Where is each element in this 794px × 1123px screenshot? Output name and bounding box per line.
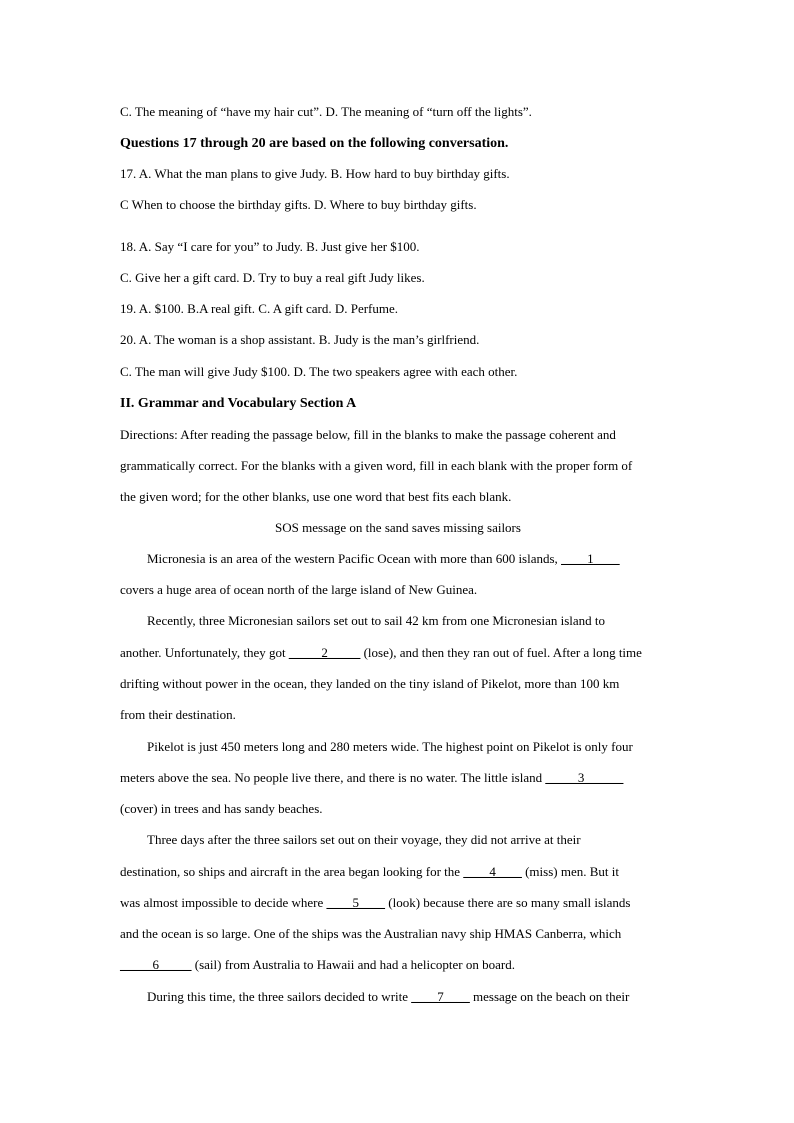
passage-text: was almost impossible to decide where	[120, 895, 327, 910]
q18-options-ab: 18. A. Say “I care for you” to Judy. B. Just give her $100.	[120, 239, 420, 254]
passage-text: (miss) men. But it	[521, 864, 619, 879]
q19-options: 19. A. $100. B.A real gift. C. A gift card. D. Perfume.	[120, 301, 399, 316]
passage-text: another. Unfortunately, they got	[120, 645, 289, 660]
directions-line-1: Directions: After reading the passage below, fill in the blanks to make the passage coherent and	[120, 427, 616, 442]
section-heading-q17-20: Questions 17 through 20 are based on the following conversation.	[120, 136, 509, 151]
q20-options-ab: 20. A. The woman is a shop assistant. B. Judy is the man’s girlfriend.	[120, 332, 480, 347]
passage-line: Pikelot is just 450 meters long and 280 meters wide. The highest point on Pikelot is only four	[147, 739, 633, 754]
directions-line-2: grammatically correct. For the blanks with a given word, fill in each blank with the proper form of	[120, 458, 633, 473]
q17-options-cd: C When to choose the birthday gifts. D. Where to buy birthday gifts.	[120, 197, 477, 212]
passage-text: (look) because there are so many small islands	[385, 895, 631, 910]
passage-line	[147, 989, 703, 1005]
passage-line	[147, 551, 703, 567]
q16-options-cd: C. The meaning of “have my hair cut”. D. The meaning of “turn off the lights”.	[120, 104, 532, 119]
q18-options-cd: C. Give her a gift card. D. Try to buy a real gift Judy likes.	[120, 270, 425, 285]
blank-5: ____5____	[326, 895, 386, 910]
passage-text: (sail) from Australia to Hawaii and had a helicopter on board.	[191, 957, 515, 972]
passage-text: (lose), and then they ran out of fuel. After a long time	[360, 645, 642, 660]
passage-line: from their destination.	[120, 707, 236, 722]
blank-2: _____2_____	[288, 645, 361, 660]
passage-line: Recently, three Micronesian sailors set out to sail 42 km from one Micronesian island to	[147, 613, 606, 628]
grammar-section-heading: II. Grammar and Vocabulary Section A	[120, 396, 357, 411]
passage-line	[120, 770, 676, 786]
passage-line	[120, 895, 676, 911]
blank-4: ____4____	[463, 864, 522, 879]
passage-line	[120, 957, 676, 973]
blank-7: ____7____	[411, 989, 470, 1004]
passage-title: SOS message on the sand saves missing sailors	[275, 520, 521, 535]
directions-line-3: the given word; for the other blanks, use one word that best fits each blank.	[120, 489, 512, 504]
blank-6: _____6_____	[120, 957, 192, 972]
q17-options-ab: 17. A. What the man plans to give Judy. B. How hard to buy birthday gifts.	[120, 166, 510, 181]
passage-text: meters above the sea. No people live there, and there is no water. The little island	[120, 770, 546, 785]
passage-line: and the ocean is so large. One of the ships was the Australian navy ship HMAS Canberra, which	[120, 926, 622, 941]
passage-text: Micronesia is an area of the western Pacific Ocean with more than 600 islands,	[147, 551, 562, 566]
q20-options-cd: C. The man will give Judy $100. D. The two speakers agree with each other.	[120, 364, 518, 379]
passage-line	[120, 645, 676, 661]
passage-line	[120, 864, 676, 880]
blank-1: ____1____	[561, 551, 620, 566]
passage-line: covers a huge area of ocean north of the large island of New Guinea.	[120, 582, 478, 597]
passage-line: (cover) in trees and has sandy beaches.	[120, 801, 323, 816]
passage-line: Three days after the three sailors set out on their voyage, they did not arrive at their	[147, 832, 581, 847]
passage-text: destination, so ships and aircraft in the area began looking for the	[120, 864, 464, 879]
passage-line: drifting without power in the ocean, they landed on the tiny island of Pikelot, more than 100 km	[120, 676, 620, 691]
passage-text: During this time, the three sailors decided to write	[147, 989, 412, 1004]
blank-3: _____3______	[545, 770, 624, 785]
passage-text: message on the beach on their	[469, 989, 630, 1004]
